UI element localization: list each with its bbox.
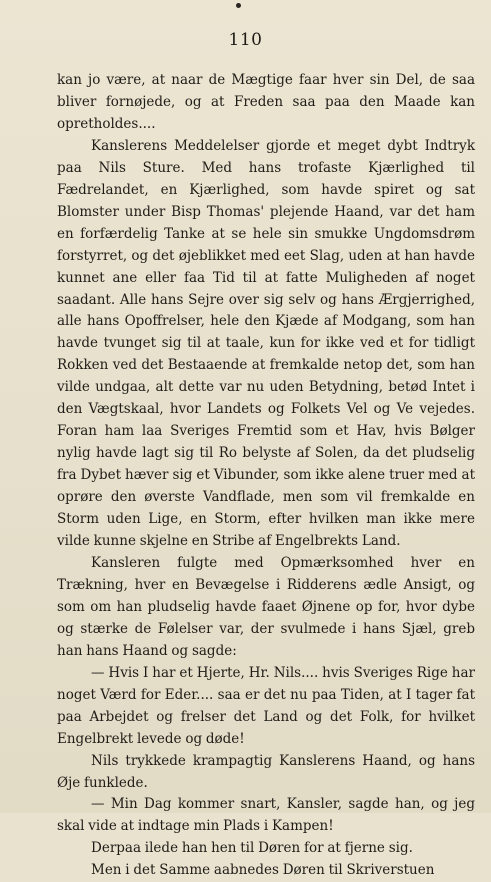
paragraph: Men i det Samme aabnedes Døren til Skriverstuen [91,862,435,879]
page-number: 110 [228,30,263,50]
paragraph: Derpaa ilede han hen til Døren for at fjerne sig. [91,840,413,857]
paragraph: Kansleren fulgte med Opmærksomhed hver en Trækning, hver en Bevægelse i Ridderens ædle Ansigt, og som om han pludselig havde faaet Øjnene op for, hvor dybe og stærke de Følelser var, der svulmede i hans Sjæl, greb han hans Haand og sagde: [57,554,475,659]
body-text [57,70,475,882]
paragraph: Nils trykkede krampagtig Kanslerens Haand, og hans Øje funklede. [57,752,475,791]
paragraph: Kanslerens Meddelelser gjorde et meget dybt Indtryk paa Nils Sture. Med hans trofaste Kjærlighed til Fædrelandet, en Kjærlighed, som havde spiret og sat Blomster under Bisp Thomas' plejende Haand, var det ham en forfærdelig Tanke at se hele sin smukke Ungdomsdrøm forstyrret, og det øjeblikket med eet Slag, uden at han havde kunnet ane eller faa Tid til at fatte Muligheden af noget saadant. Alle hans Sejre over sig selv og hans Ærgjerrighed, alle hans Opoffrelser, hele den Kjæde af Modgang, som han havde tvunget sig til at taale, kun for ikke ved et for tidligt Rokken ved det Bestaaende at fremkalde netop det, som han vilde undgaa, alt dette var nu uden Betydning, betød Intet i den Vægtskaal, hvor Landets og Folkets Vel og Ve vejedes. Foran ham laa Sveriges Fremtid som et Hav, hvis Bølger nylig havde lagt sig til Ro belyste af Solen, da det pludselig fra Dybet hæver sig et Vibunder, som ikke alene truer med at oprøre den øverste Vandflade, men som vil fremkalde en Storm uden Lige, en Storm, efter hvilken man ikke mere vilde kunne skjelne en Stribe af Engelbrekts Land. [57,137,475,550]
paragraph: kan jo være, at naar de Mægtige faar hver sin Del, de saa bliver fornøjede, og at Freden saa paa den Maade kan opretholdes.... [57,72,475,132]
ink-dot [236,3,241,8]
paragraph: — Hvis I har et Hjerte, Hr. Nils.... hvis Sveriges Rige har noget Værd for Eder.... saa er det nu paa Tiden, at I tager fat paa Arbejdet og frelser det Land og det Folk, for hvilket Engelbrekt levede og døde! [57,664,475,747]
paragraph: — Min Dag kommer snart, Kansler, sagde han, og jeg skal vide at indtage min Plads i Kampen! [57,796,475,835]
